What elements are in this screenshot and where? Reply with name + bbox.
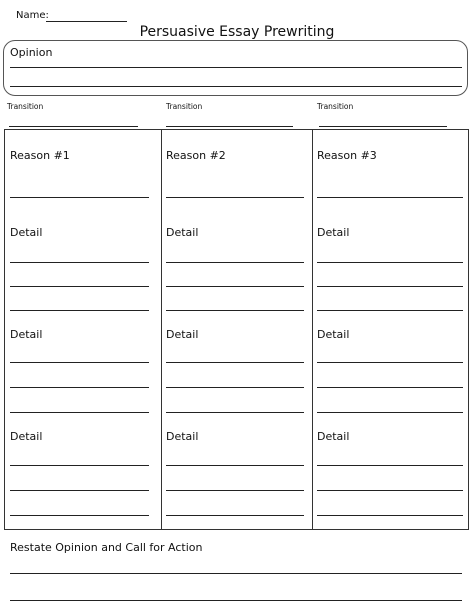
reason-write-line[interactable] — [10, 197, 149, 198]
name-label: Name: — [16, 10, 49, 21]
detail-write-line[interactable] — [10, 412, 149, 413]
detail-write-line[interactable] — [10, 262, 149, 263]
detail-write-line[interactable] — [317, 387, 463, 388]
reason-label-2: Reason #2 — [166, 149, 226, 162]
detail-write-line[interactable] — [317, 310, 463, 311]
reason-label-3: Reason #3 — [317, 149, 377, 162]
opinion-label: Opinion — [10, 46, 53, 59]
detail-write-line[interactable] — [317, 465, 463, 466]
detail-write-line[interactable] — [10, 515, 149, 516]
detail-write-line[interactable] — [10, 490, 149, 491]
detail-label: Detail — [10, 226, 43, 239]
reason-write-line[interactable] — [317, 197, 463, 198]
opinion-write-line[interactable] — [10, 86, 462, 87]
name-blank-line[interactable] — [46, 21, 127, 22]
detail-write-line[interactable] — [317, 286, 463, 287]
detail-write-line[interactable] — [317, 490, 463, 491]
detail-label: Detail — [10, 328, 43, 341]
conclusion-write-line[interactable] — [10, 600, 462, 601]
reasons-grid — [4, 129, 469, 530]
detail-write-line[interactable] — [166, 310, 304, 311]
detail-write-line[interactable] — [317, 362, 463, 363]
page-title: Persuasive Essay Prewriting — [139, 24, 335, 40]
detail-write-line[interactable] — [166, 262, 304, 263]
detail-write-line[interactable] — [317, 262, 463, 263]
detail-write-line[interactable] — [166, 412, 304, 413]
transition-write-line-3[interactable] — [319, 126, 447, 127]
detail-write-line[interactable] — [166, 387, 304, 388]
detail-label: Detail — [317, 226, 350, 239]
detail-label: Detail — [317, 430, 350, 443]
detail-label: Detail — [166, 226, 199, 239]
detail-write-line[interactable] — [166, 515, 304, 516]
transition-label-3: Transition — [317, 102, 354, 111]
transition-label-1: Transition — [7, 102, 44, 111]
column-divider — [161, 130, 162, 529]
column-divider — [312, 130, 313, 529]
conclusion-write-line[interactable] — [10, 573, 462, 574]
detail-label: Detail — [166, 328, 199, 341]
reason-label-1: Reason #1 — [10, 149, 70, 162]
transition-write-line-1[interactable] — [9, 126, 138, 127]
detail-write-line[interactable] — [166, 465, 304, 466]
reason-write-line[interactable] — [166, 197, 304, 198]
detail-label: Detail — [166, 430, 199, 443]
restate-opinion-label: Restate Opinion and Call for Action — [10, 541, 203, 554]
detail-write-line[interactable] — [317, 412, 463, 413]
detail-write-line[interactable] — [10, 387, 149, 388]
opinion-box — [3, 40, 468, 96]
detail-write-line[interactable] — [10, 310, 149, 311]
transition-label-2: Transition — [166, 102, 203, 111]
detail-write-line[interactable] — [317, 515, 463, 516]
detail-write-line[interactable] — [10, 286, 149, 287]
detail-label: Detail — [317, 328, 350, 341]
detail-write-line[interactable] — [166, 490, 304, 491]
detail-write-line[interactable] — [166, 286, 304, 287]
detail-label: Detail — [10, 430, 43, 443]
detail-write-line[interactable] — [10, 362, 149, 363]
transition-write-line-2[interactable] — [166, 126, 293, 127]
detail-write-line[interactable] — [10, 465, 149, 466]
detail-write-line[interactable] — [166, 362, 304, 363]
opinion-write-line[interactable] — [10, 67, 462, 68]
